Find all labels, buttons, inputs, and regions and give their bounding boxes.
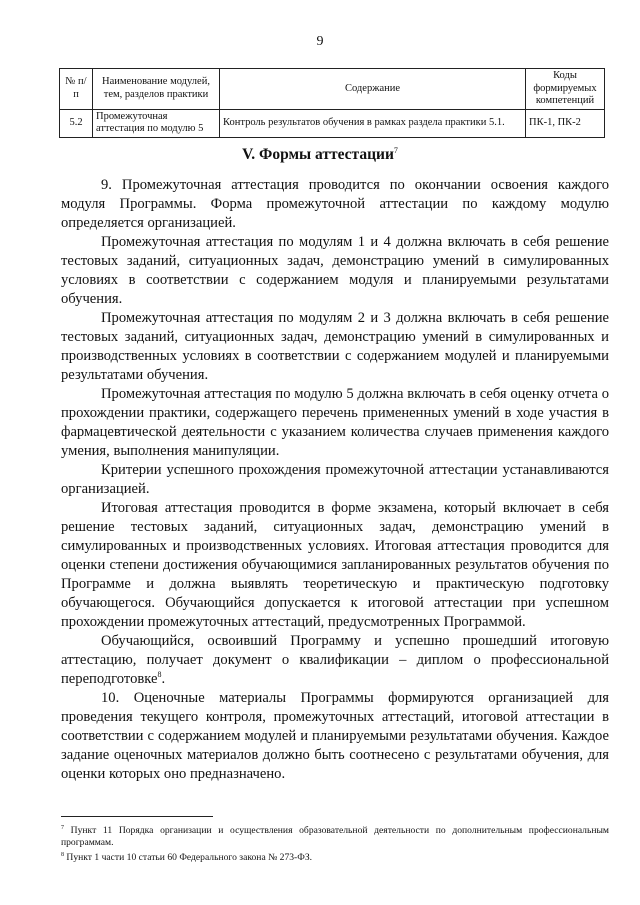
paragraph-modules-2-3: Промежуточная аттестация по модулям 2 и 3 должна включать в себя решение тестовых заданий, ситуационных задач, демонстрацию умений в симулированных и производственных условиях в соответствии с содержанием модулей и планируемыми результатами обучения. — [61, 310, 609, 383]
footnote-8-text: Пункт 1 части 10 статьи 60 Федерального закона № 273-ФЗ. — [66, 852, 313, 864]
row-number: 5.2 — [60, 109, 93, 137]
paragraph-diploma-text: Обучающийся, освоивший Программу и успешно прошедший итоговую аттестацию, получает документ о квалификации – диплом о профессиональной переподготовке — [61, 633, 609, 687]
footnote-7-mark: 7 — [61, 825, 64, 831]
paragraph-9: 9. Промежуточная аттестация проводится по окончании освоения каждого модуля Программы. Форма промежуточной аттестации по каждому модулю определяется организацией. — [61, 177, 609, 231]
paragraph-module-5: Промежуточная аттестация по модулю 5 должна включать в себя оценку отчета о прохождении практики, содержащего перечень примененных умений в ходе участия в фармацевтической деятельности с указанием количества случаев применения каждого умения, выполнения манипуляции. — [61, 386, 609, 459]
paragraph-diploma-end: . — [161, 671, 166, 687]
table-row — [60, 109, 605, 137]
footnote-8 — [61, 850, 609, 864]
table-header-row — [60, 69, 605, 110]
body-text — [61, 176, 609, 784]
row-competency-codes: ПК-1, ПК-2 — [526, 109, 605, 137]
section-title-text: V. Формы аттестации — [242, 146, 394, 164]
modules-table — [59, 68, 605, 138]
footnote-7-text: Пункт 11 Порядка организации и осуществления образовательной деятельности по дополнительным профессиональным программам. — [61, 825, 609, 848]
paragraph-10: 10. Оценочные материалы Программы формируются организацией для проведения текущего контроля, промежуточных аттестаций, итоговой аттестации в соответствии с содержанием модулей и планируемыми результатами обучения. Каждое задание оценочных материалов должно быть соотнесено с результатами обучения, для оценки которых оно предназначено. — [61, 690, 609, 782]
paragraph-final-attestation: Итоговая аттестация проводится в форме экзамена, который включает в себя решение тестовых заданий, ситуационных задач, демонстрацию умений в симулированных и производственных условиях. Итоговая аттестация проводится для оценки степени достижения обучающимися запланированных результатов обучения по Программе и должна выявлять теоретическую и практическую подготовку обучающегося. Обучающийся допускается к итоговой аттестации при успешном прохождении промежуточных аттестаций, предусмотренных Программой. — [61, 500, 609, 630]
paragraph-modules-1-4: Промежуточная аттестация по модулям 1 и 4 должна включать в себя решение тестовых заданий, ситуационных задач, демонстрацию умений в симулированных условиях в соответствии с содержанием модуля и планируемыми результатами обучения. — [61, 234, 609, 307]
header-module-name: Наименование модулей, тем, разделов практики — [93, 69, 220, 110]
footnote-8-mark: 8 — [61, 852, 64, 859]
page-number: 9 — [316, 34, 324, 49]
paragraph-criteria: Критерии успешного прохождения промежуточной аттестации устанавливаются организацией. — [61, 462, 609, 497]
paragraph-diploma — [61, 632, 609, 689]
header-content: Содержание — [220, 69, 526, 110]
footnote-ref-7: 7 — [393, 146, 398, 155]
footnote-7 — [61, 823, 609, 848]
header-competency-codes: Коды формируемых компетенций — [526, 69, 605, 110]
row-module-name: Промежуточная аттестация по модулю 5 — [93, 109, 220, 137]
footnote-divider — [61, 816, 213, 817]
footnotes — [61, 823, 609, 866]
header-number: № п/п — [60, 69, 93, 110]
footnote-ref-8: 8 — [157, 670, 162, 680]
section-title — [0, 146, 640, 164]
row-content: Контроль результатов обучения в рамках раздела практики 5.1. — [220, 109, 526, 137]
